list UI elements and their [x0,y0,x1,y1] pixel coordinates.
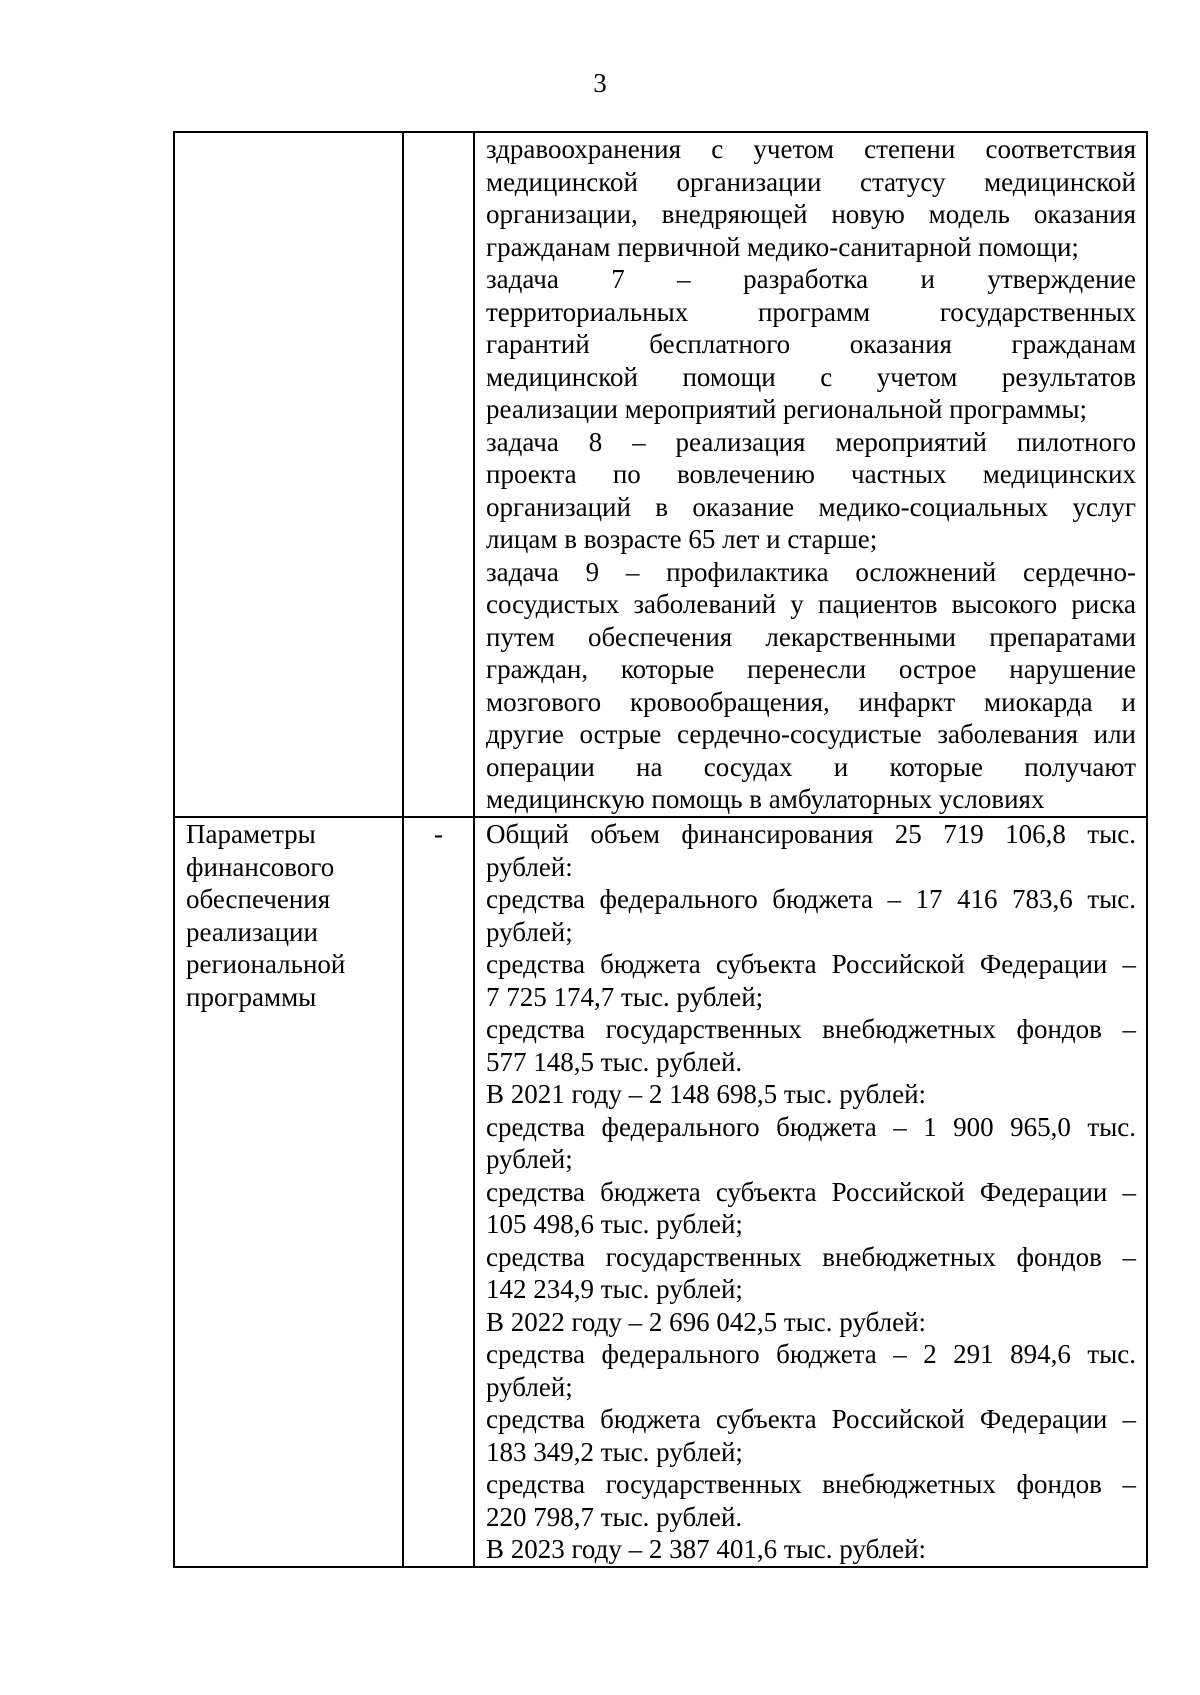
text-line: задача 7 – разработка и утверждение [486,264,1136,294]
text-line: здравоохранения с учетом степени соответствия [486,134,1136,164]
label-line: обеспечения [186,884,331,914]
text-line: организации, внедряющей новую модель оказания [486,199,1136,229]
text-line: операции на сосудах и которые получают [486,751,1136,782]
row-dash-cell [403,132,474,817]
text-line: мозгового кровообращения, инфаркт миокарда и [486,686,1136,717]
text-line: В 2021 году – 2 148 698,5 тыс. рублей: [486,1079,927,1109]
text-line: организаций в оказание медико-социальных услуг [486,491,1136,522]
text-line: реализации мероприятий региональной программы; [486,394,1087,424]
text-line: гарантий бесплатного оказания гражданам [486,329,1136,359]
text-line: путем обеспечения лекарственными препаратами [486,621,1136,652]
table-row [174,132,1147,817]
text-line: рублей: [486,851,573,882]
text-line: 105 498,6 тыс. рублей; [486,1209,743,1239]
text-line: 183 349,2 тыс. рублей; [486,1436,743,1467]
text-line: средства бюджета субъекта Российской Федерации – [486,949,1136,979]
row-dash-cell: - [403,817,474,1567]
text-line: задача 9 – профилактика осложнений сердечно- [486,556,1136,587]
text-line: средства бюджета субъекта Российской Федерации – [486,1404,1136,1434]
passport-table [173,131,1148,1568]
text-line: средства федерального бюджета – 2 291 894,6 тыс. [486,1339,1136,1369]
text-line: 577 148,5 тыс. рублей. [486,1046,743,1077]
text-line: средства государственных внебюджетных фондов – [486,1241,1136,1272]
label-line: Параметры [186,819,316,849]
text-line: медицинской организации статусу медицинской [486,166,1136,197]
text-line: гражданам первичной медико-санитарной помощи; [486,231,1079,262]
text-line: лицам в возрасте 65 лет и старше; [486,524,878,554]
row-label-cell [174,132,403,817]
text-line: проекта по вовлечению частных медицинских [486,459,1136,489]
text-line: средства государственных внебюджетных фондов – [486,1014,1136,1044]
text-line: 142 234,9 тыс. рублей; [486,1274,743,1304]
text-line: граждан, которые перенесли острое нарушение [486,654,1136,684]
text-line: В 2023 году – 2 387 401,6 тыс. рублей: [486,1534,927,1564]
text-line: средства государственных внебюджетных фондов – [486,1469,1136,1499]
text-line: рублей; [486,1144,573,1174]
text-line: медицинскую помощь в амбулаторных условиях [486,784,1045,814]
text-line: сосудистых заболеваний у пациентов высокого риска [486,589,1136,619]
row-label-cell [174,817,403,1567]
text-line: рублей; [486,1371,573,1402]
text-line: средства федерального бюджета – 17 416 783,6 тыс. [486,884,1136,914]
label-line: программы [186,981,317,1012]
label-line: финансового [186,851,335,882]
text-line: рублей; [486,916,573,947]
text-line: средства федерального бюджета – 1 900 965,0 тыс. [486,1111,1136,1142]
text-line: 220 798,7 тыс. рублей. [486,1501,743,1532]
text-line: средства бюджета субъекта Российской Федерации – [486,1176,1136,1207]
text-line: другие острые сердечно-сосудистые заболевания или [486,719,1136,749]
page-number: 3 [593,68,607,98]
text-line: задача 8 – реализация мероприятий пилотного [486,426,1136,457]
text-line: территориальных программ государственных [486,296,1136,327]
row-content-cell [474,817,1147,1567]
label-line: региональной [186,949,346,979]
text-line: 7 725 174,7 тыс. рублей; [486,981,764,1012]
text-line: В 2022 году – 2 696 042,5 тыс. рублей: [486,1306,927,1337]
text-line: Общий объем финансирования 25 719 106,8 тыс. [486,819,1136,849]
label-line: реализации [186,916,318,947]
row-content-cell [474,132,1147,817]
table-row [174,817,1147,1567]
text-line: медицинской помощи с учетом результатов [486,361,1136,392]
